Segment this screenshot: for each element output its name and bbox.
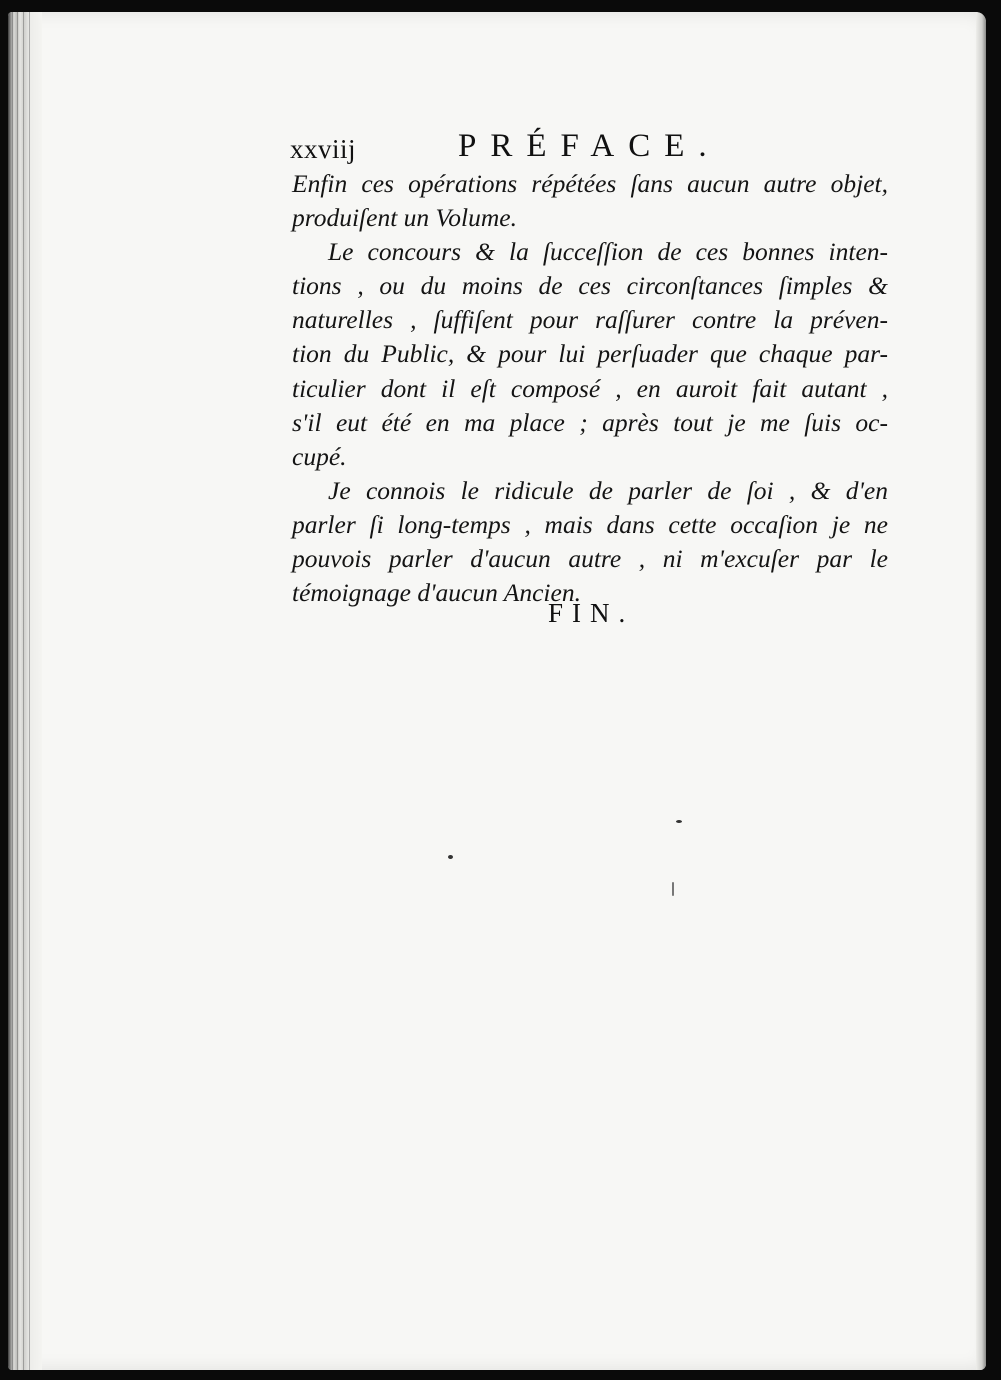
text-line: ticulier dont il eſt composé , en auroit fait autant ,: [292, 373, 888, 403]
gutter-line: [17, 12, 18, 1370]
page-edge: [976, 12, 986, 1370]
text-line: produiſent un Volume.: [292, 203, 517, 233]
text-line: s'il eut été en ma place ; après tout je me ſuis oc-: [292, 407, 888, 437]
text-line: cupé.: [292, 441, 347, 471]
running-head: [290, 128, 720, 168]
ink-speck: [448, 855, 453, 859]
text-line: Le concours & la ſucceſſion de ces bonnes inten-: [328, 237, 888, 267]
text-line: Enfin ces opérations répétées ſans aucun autre objet,: [292, 169, 888, 198]
body-text: [292, 167, 888, 610]
text-line: naturelles , ſuffiſent pour raſſurer contre la préven-: [292, 305, 888, 335]
gutter-line: [12, 12, 13, 1370]
text-line: témoignage d'aucun Ancien.: [292, 578, 581, 608]
gutter-line: [23, 12, 24, 1370]
text-line: Je connois le ridicule de parler de ſoi , & d'en: [328, 475, 888, 505]
text-line: parler ſi long-temps , mais dans cette occaſion je ne: [292, 509, 888, 539]
ink-speck: [672, 882, 674, 896]
page-number: xxviij: [290, 134, 357, 164]
text-line: tions , ou du moins de ces circonſtances ſimples &: [292, 271, 888, 301]
ink-speck: [676, 820, 682, 823]
running-title: PRÉFACE.: [458, 128, 721, 164]
binding-gutter: [8, 12, 42, 1370]
closing-fin: FIN.: [548, 598, 635, 628]
text-line: pouvois parler d'aucun autre , ni m'excuſer par le: [292, 544, 888, 574]
text-line: tion du Public, & pour lui perſuader que chaque par-: [292, 339, 888, 369]
gutter-line: [29, 12, 30, 1370]
